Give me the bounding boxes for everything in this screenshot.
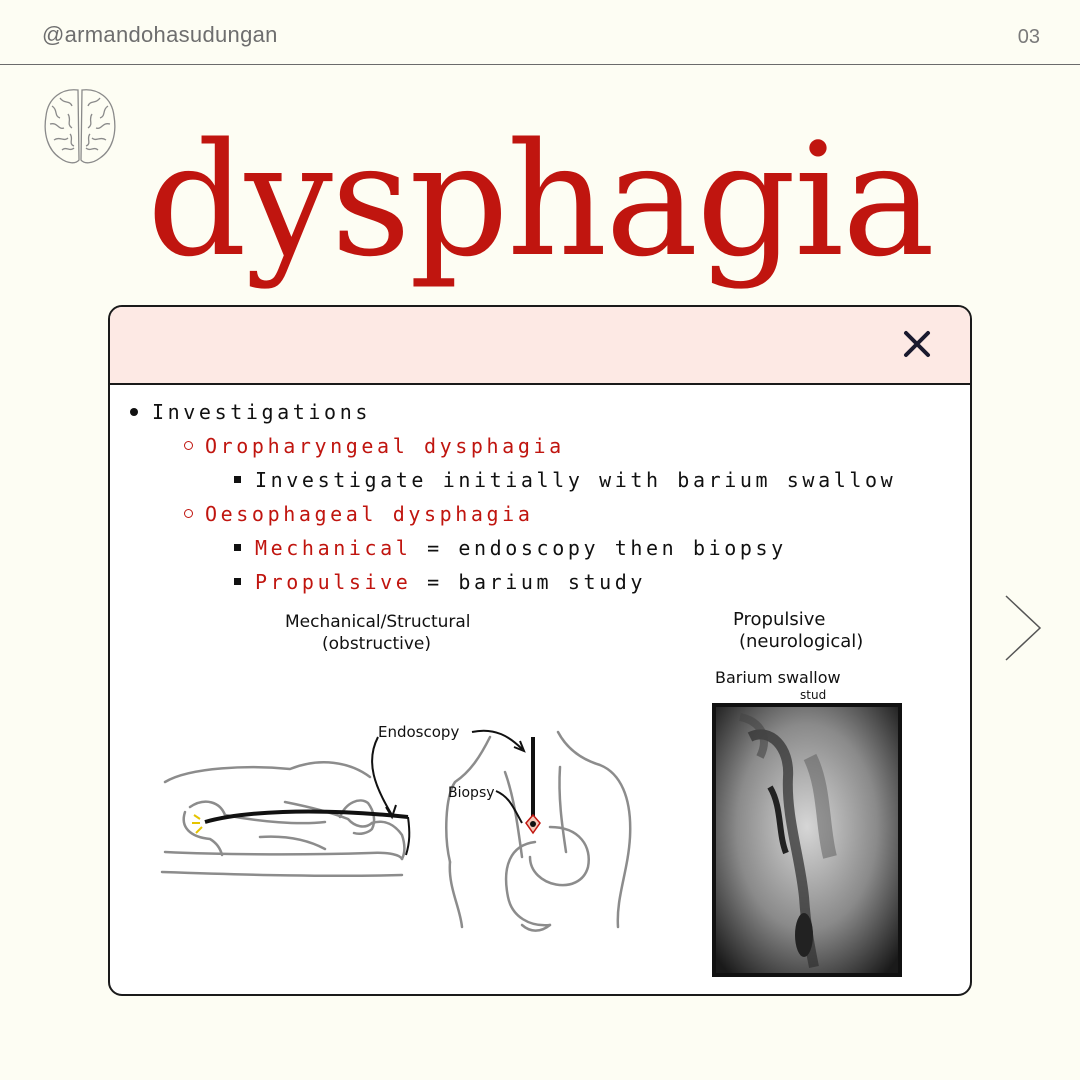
list-item-text: = barium study: [411, 570, 647, 594]
page-number: 03: [1017, 26, 1040, 48]
list-item-text: Investigations: [152, 400, 371, 424]
bullet-square: [234, 544, 241, 551]
torso-sketch: [446, 732, 630, 931]
author-handle: @armandohasudungan: [42, 22, 278, 47]
barium-label: Barium swallow: [715, 668, 841, 687]
list-item-text: Investigate initially with barium swallow: [255, 468, 897, 492]
list-item: [130, 397, 371, 427]
mechanical-heading: Mechanical/Structural: [285, 612, 471, 632]
list-item-term: Propulsive: [255, 570, 412, 594]
dysphagia-diagram: [110, 597, 970, 994]
sparkle-icon: [192, 815, 202, 833]
list-item-text: = endoscopy then biopsy: [411, 536, 787, 560]
list-item: [234, 465, 896, 495]
bullet-square: [234, 476, 241, 483]
top-bar: [0, 0, 1080, 65]
bullet-circle: [184, 509, 193, 518]
page-title: dysphagia: [146, 109, 934, 291]
neurological-heading: (neurological): [739, 631, 864, 652]
list-item: [234, 533, 787, 563]
barium-label-cut: stud: [800, 688, 827, 702]
bullet-dot: [130, 408, 138, 416]
obstructive-heading: (obstructive): [322, 634, 431, 654]
list-item: [234, 567, 646, 597]
bullet-circle: [184, 441, 193, 450]
list-item: [184, 431, 565, 461]
endoscopy-label: Endoscopy: [378, 723, 460, 741]
barium-xray-image: [712, 703, 902, 977]
propulsive-heading: Propulsive: [733, 609, 826, 630]
list-item: [184, 499, 533, 529]
chevron-right-icon[interactable]: [1000, 592, 1046, 664]
info-card: [108, 305, 972, 996]
bullet-square: [234, 578, 241, 585]
biopsy-label: Biopsy: [448, 785, 495, 801]
close-icon[interactable]: [900, 327, 934, 361]
list-item-text: Oesophageal dysphagia: [205, 502, 534, 526]
list-item-term: Mechanical: [255, 536, 412, 560]
list-item-text: Oropharyngeal dysphagia: [205, 434, 565, 458]
card-header: [110, 307, 970, 385]
